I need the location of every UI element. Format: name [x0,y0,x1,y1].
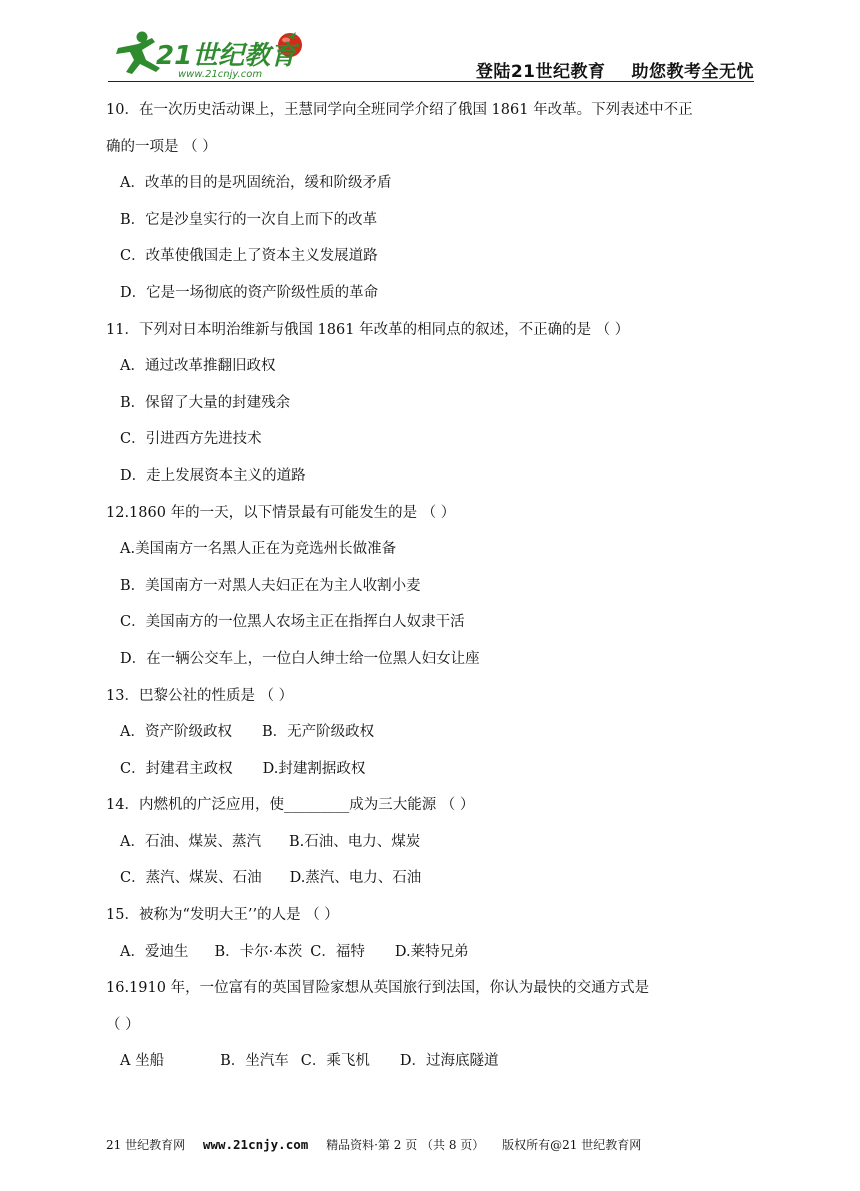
header-divider [108,81,754,82]
slogan-right: 助您教考全无忧 [631,62,754,82]
q15-option-c: C．福特 [310,943,365,960]
q12-option-a: A.美国南方一名黑人正在为竞选州长做准备 [120,541,397,558]
q15-stem: 15．被称为“发明大王’’的人是 （ ） [106,907,339,924]
slogan-left: 登陆21世纪教育 [475,62,606,82]
q10-stem-line2: 确的一项是 （ ） [106,138,217,155]
runner-icon [116,32,160,75]
q13-stem: 13．巴黎公社的性质是 （ ） [106,687,294,704]
q12-option-c: C．美国南方的一位黑人农场主正在指挥白人奴隶干活 [120,614,465,631]
q12-stem: 12.1860 年的一天，以下情景最有可能发生的是 （ ） [106,504,456,521]
q14-option-c: C．蒸汽、煤炭、石油 [120,870,262,887]
footer-site: 21 世纪教育网 [106,1138,186,1152]
footer-copyright: 版权所有@21 世纪教育网 [502,1138,642,1152]
q13-option-b: B．无产阶级政权 [261,724,375,741]
q10-option-c: C．改革使俄国走上了资本主义发展道路 [120,248,378,265]
q11-option-b: B．保留了大量的封建残余 [120,394,291,411]
q16-option-d: D．过海底隧道 [399,1053,499,1070]
q11-option-a: A．通过改革推翻旧政权 [120,358,276,375]
page-footer [106,1136,766,1153]
q13-option-a: A．资产阶级政权 [120,724,232,741]
q10-option-a: A．改革的目的是巩固统治，缓和阶级矛盾 [120,175,392,192]
q15-option-d: D.莱特兄弟 [394,943,469,960]
q14-stem: 14．内燃机的广泛应用，使_________成为三大能源 （ ） [106,797,475,814]
q16-option-c: C．乘飞机 [300,1053,370,1070]
q13-options-row1 [106,714,758,751]
q14-option-a: A．石油、煤炭、蒸汽 [120,833,261,850]
q10-option-d: D．它是一场彻底的资产阶级性质的革命 [120,284,379,301]
q11-stem: 11．下列对日本明治维新与俄国 1861 年改革的相同点的叙述，不正确的是 （ ） [106,321,630,338]
q13-option-c: C．封建君主政权 [120,760,233,777]
q16-option-a: A 坐船 [120,1053,165,1070]
q16-options-row [106,1043,758,1080]
q12-option-b: B．美国南方一对黑人夫妇正在为主人收割小麦 [120,577,421,594]
site-logo [108,28,308,80]
logo-text: 21世纪教育 [156,41,297,71]
q14-option-d: D.蒸汽、电力、石油 [289,870,422,887]
q14-option-b: B.石油、电力、煤炭 [288,833,421,850]
footer-url[interactable]: www.21cnjy.com [202,1137,309,1152]
logo-subtext: www.21cnjy.com [178,69,263,80]
q16-option-b: B．坐汽车 [220,1053,289,1070]
q10-stem-line1: 10．在一次历史活动课上，王慧同学向全班同学介绍了俄国 1861 年改革。下列表述中不正 [106,102,693,118]
q15-options-row [106,934,758,971]
q12-option-d: D．在一辆公交车上，一位白人绅士给一位黑人妇女让座 [120,650,480,667]
page-header [108,28,754,82]
q13-option-d: D.封建割据政权 [262,760,366,777]
q15-option-b: B．卡尔·本茨 [214,943,303,960]
q11-option-d: D．走上发展资本主义的道路 [120,467,306,484]
q10-option-b: B．它是沙皇实行的一次自上而下的改革 [120,211,378,228]
q13-options-row2 [106,751,758,788]
q16-stem-line2: （ ） [106,1016,140,1033]
q14-options-row1 [106,824,758,861]
footer-page-info: 精品资料·第 2 页 （共 8 页） [326,1138,485,1152]
q11-option-c: C．引进西方先进技术 [120,431,262,448]
q14-options-row2 [106,860,758,897]
q15-option-a: A．爱迪生 [120,943,189,960]
q16-stem-line1: 16.1910 年，一位富有的英国冒险家想从英国旅行到法国，你认为最快的交通方式是 [106,980,650,997]
question-list [106,92,758,1080]
header-slogan [476,57,754,82]
